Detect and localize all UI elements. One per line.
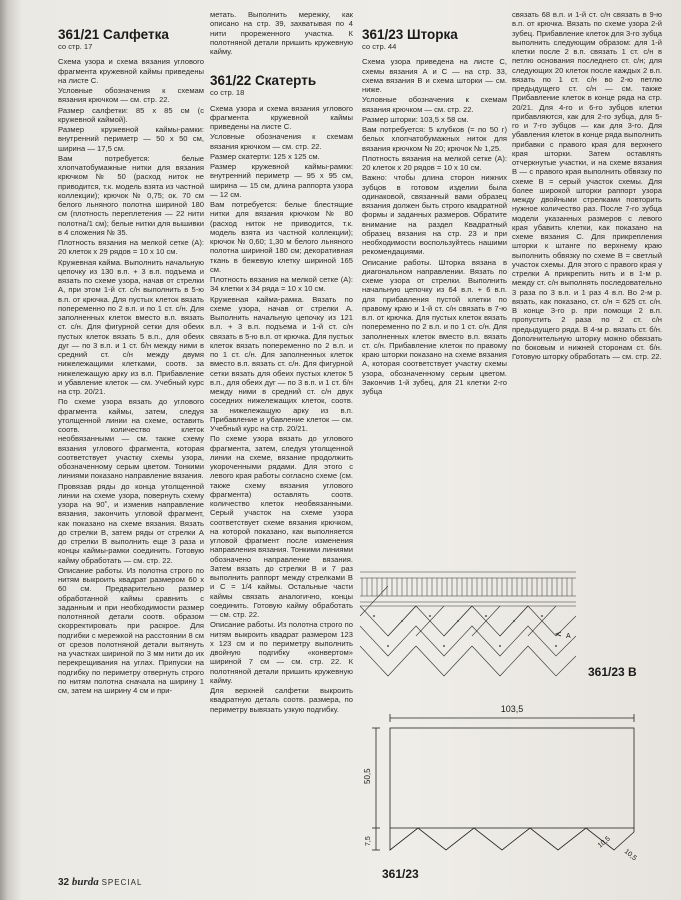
- dimension-tooth-height: 7,5: [365, 836, 372, 846]
- paragraph: Вам потребуется: белые хлопчатобумажные нитки для вязания крючком № 50 (расход ниток не приводится, т.к. модель взята из частной коллекции); крючок № 0,75; ок. 70 см белого льняного полотна шириной 180 см (плотность переплетения — 22 нити полотна/1 см); белые нитки для вышивки в 4 сложения № 35.: [58, 153, 204, 237]
- paragraph: Размер салфетки: 85 х 85 см (с кружевной каймой).: [58, 105, 204, 124]
- paragraph: Для верхней салфетки выкроить квадратную деталь соотв. размера, по периметру вывязать узкую подгибку.: [210, 686, 353, 714]
- edition-label: SPECIAL: [101, 878, 143, 887]
- curtain-schematic: [362, 700, 662, 890]
- paragraph: Плотность вязания на мелкой сетке (А): 20 клеток х 29 рядов = 10 х 10 см.: [58, 238, 204, 257]
- page-reference: со стр. 44: [362, 42, 397, 51]
- paragraph: связать 68 в.п. и 1-й ст. с/н связать в 9-ю в.п. от крючка. Вязать по схеме узора 2-й зубец. Прибавление клеток для 3-го зубца выполнить следующим образом: для 1-й клетки после 2 в.п. связать 1 ст. с/н в петлю основания последнего ст. с/н; для следующих 20 клеток после каждых 2 в.п. вязать по 1 ст. с/н во 2-ю петлю предыдущего ст. с/н — см. также Прибавление клеток в конце ряда на стр. 20/21. Для 4-го и 6-го зубцов клетки прибавляются, как для 2-го зубца, для 5-го и 7-го зубцов — как для 3-го. Для убавления клеток в конце ряда выполнить прибавки с правого края для верхнего края шторки. Затем оставлять отчеркнутые участки, и на схеме вязания В — с правого края выполнить обвязку по схеме В = серый участок схемы. Для более широкой шторки раппорт узора между двойными стрелками повторить нужное количество раз. После 7-го зубца модели указанных размеров с левого края убавить клетки, как показано на схеме вязания С. Для прикрепления шторки к штанге по верхнему краю выполнить обвязку по схеме В = светлый участок схемы. Для этого с правого края у стрелки А прикрепить нить и в 1-м р. между ст. с/н выполнять последовательно 3 раза по 3 в.п. и 1 раз 4 в.п. Во 2-м р. вязать, как показано, ст. с/н = 625 ст. с/н. В конце 3-го р. при помощи 2 в.п. пропустить 2 раза по 2 ст. с/н предыдущего ряда. В 4-м р. вязать ст. б/н. Дополнительную шторку можно обвязать по боковым и нижней сторонам ст. б/н. Готовую шторку обработать — см. стр. 22.: [512, 10, 662, 362]
- paragraph: Провязав ряды до конца утолщенной линии на схеме узора, повернуть схему узора на 90˚, и изменив направление вязания, закончить угловой фрагмент, как показано на схеме вязания. Вязать до стрелки В, затем ряды от стрелки А до стрелки В выполнить еще 3 раза и концы каймы-рамки соединить. Готовую кайму обработать — см. стр. 22.: [58, 481, 204, 565]
- paragraph: Описание работы. Из полотна строго по нитям выкроить квадрат размером 60 х 60 см. Предварительно размер обработанной каймы сравнить с заданным и при необходимости размер полотняной детали соотв. образом скорректировать при раскрое. Для подгибки с мережкой на расстоянии 8 см от срезов полотняной детали вытянуть на участках шириной по 3 мм нити до их перекрещивания на углах. Припуски на подгибку по периметру отвернуть строго по нитям полотна сначала на ширину 1 см, затем на ширину 4 см и при-: [58, 565, 204, 695]
- paragraph: метать. Выполнить мережку, как описано на стр. 39, захватывая по 4 нити прореженного участка. К полотняной детали пришить кружевную кайму.: [210, 10, 353, 56]
- paragraph: Условные обозначения к схемам вязания крючком — см. стр. 22.: [362, 95, 507, 114]
- paragraph: Важно: чтобы длина сторон нижних зубцов в готовом изделии была одинаковой, связанный вами образец вязания должен быть строго квадратной формы и заданных размеров. Обратите внимание на раздел Квадратный образец вязания на стр. 23 и при необходимости воспользуйтесь нашими рекомендациями.: [362, 173, 507, 257]
- column-2: [210, 10, 353, 715]
- dimension-width: 103,5: [500, 704, 524, 714]
- paragraph: Схема узора и схема вязания углового фрагмента кружевной каймы приведены на листе С.: [58, 57, 204, 85]
- paragraph: Размер кружевной каймы-рамки: внутренний периметр — 50 х 50 см, ширина — 17,5 см.: [58, 125, 204, 153]
- dimension-tooth-side: 10,5: [622, 848, 638, 863]
- column-1: [58, 10, 204, 696]
- heading-curtain: 361/23 Шторка: [362, 27, 458, 42]
- paragraph: Вам потребуется: белые блестящие нитки для вязания крючком № 80 (расход ниток не приводится, т.к. модель взята из частной коллекции); крючок № 0,60; 1,30 м белого льняного полотна шириной 180 см; декоративная ткань в бежевую клетку шириной 165 см.: [210, 200, 353, 274]
- heading-napkin: 361/21 Салфетка: [58, 27, 169, 42]
- column-4: [512, 10, 662, 363]
- paragraph: Плотность вязания на мелкой сетке (А): 20 клеток х 20 рядов = 10 х 10 см.: [362, 153, 507, 172]
- page-number: 32: [58, 877, 70, 888]
- arrow-a-label: A: [566, 633, 571, 640]
- paragraph: Размер шторки: 103,5 х 58 см.: [362, 114, 469, 124]
- paragraph: Плотность вязания на мелкой сетке (А): 34 клетки х 34 ряда = 10 х 10 см.: [210, 275, 353, 294]
- column-3: [362, 10, 507, 397]
- page-footer: [58, 876, 142, 888]
- paragraph: Условные обозначения к схемам вязания крючком — см. стр. 22.: [58, 86, 204, 105]
- paragraph: Описание работы. Шторка вязана в диагональном направлении. Вязать по схеме узора от стрелки. Выполнить начальную цепочку из 64 в.п. + 6 в.п. для прибавления пустой клетки по правому краю и 1-й ст. с/н связать в 7-ю в.п. от крючка. Для пустых клеток вязать попеременно по 2 в.п. и по 1 ст. с/н. Для заполненных клеток вместо в.п. вязать ст. с/н. Прибавление клеток по правому краю шторки показано на схеме вязания А, которая соответствует участку схемы узора, обозначенному серым цветом. Закончив 1-й зубец, для 21 клетки 2-го зубца: [362, 257, 507, 396]
- page-reference: со стр. 17: [58, 42, 93, 51]
- paragraph: Схема узора приведена на листе С, схемы вязания А и С — на стр. 33, схема вязания В и схема шторки — см. ниже.: [362, 57, 507, 94]
- dimension-tooth-side: 10,5: [596, 835, 612, 850]
- diagram-label: 361/23 B: [588, 665, 637, 679]
- paragraph: По схеме узора вязать до углового фрагмента, затем, следуя утолщенной линии на схеме, вязание продолжить укороченными рядами. Для этого с левого края работы согласно схеме (см. также схему вязания углового фрагмента) оставлять соотв. количество клеток необвязанными. Серый участок на схеме узора соответствует схеме вязания крючком, на которой показано, как выполняется угловой фрагмент после изменения направления вязания. Тонкими линиями обозначено направление вязания. Затем вязать до стрелки В и 7 раз выполнить раппорт между стрелками В и С = 1/4 каймы. Остальные части каймы связать аналогично, концы соединить. Готовую кайму обработать — см. стр. 22.: [210, 434, 353, 619]
- paragraph: По схеме узора вязать до углового фрагмента каймы, затем, следуя утолщенной линии на схеме, оставить соотв. количество клеток необвязанными — см. также схему вязания углового фрагмента, которая соответствует участку схемы узора, обозначенному серым цветом. Тонкими линиями показано направление вязания.: [58, 397, 204, 481]
- paragraph: Размер скатерти: 125 х 125 см.: [210, 151, 320, 161]
- schematic-label: 361/23: [382, 867, 419, 881]
- dimension-height: 50,5: [363, 768, 372, 784]
- paragraph: Кружевная кайма. Выполнить начальную цепочку из 130 в.п. + 3 в.п. подъема и вязать по схеме узора, начав от стрелки А, при этом 1-й ст. с/н выполнить в 5-ю в.п. от крючка. Для пустых клеток вязать попеременно по 2 в.п. и по 1 ст. с/н. Для заполненных клеток вместо в.п. вязать ст. с/н. Для фигурной сетки для обеих пустых клеток вязать 5 в.п., для обеих дуг — по 3 в.п. и 1 ст. б/н между ними в средний ст. с/н между двумя нижележащими клетками, соотв. за нижележащую арку из в.п. Прибавление и убавление клеток — см. Учебный курс на стр. 20/21.: [58, 257, 204, 396]
- paragraph: Условные обозначения к схемам вязания крючком — см. стр. 22.: [210, 132, 353, 151]
- paragraph: Размер кружевной каймы-рамки: внутренний периметр — 95 х 95 см, ширина — 15 см, длина раппорта узора — 12 см.: [210, 162, 353, 199]
- heading-tablecloth: 361/22 Скатерть: [210, 73, 317, 89]
- paragraph: Вам потребуется: 5 клубков (= по 50 г) белых хлопчатобумажных ниток для вязания крючком № 20; крючок № 1,25.: [362, 125, 507, 153]
- paragraph: Схема узора и схема вязания углового фрагмента кружевной каймы приведены на листе С.: [210, 103, 353, 131]
- crochet-diagram-b: [358, 566, 578, 686]
- brand-logo: burda: [71, 876, 99, 888]
- page-reference: со стр. 18: [210, 88, 245, 98]
- paragraph: Кружевная кайма-рамка. Вязать по схеме узора, начав от стрелки А. Выполнить начальную цепочку из 121 в.п. + 3 в.п. подъема и 1-й ст. с/н связать в 5-ю в.п. от крючка. Для пустых клеток вязать попеременно по 2 в.п. и по 1 ст. с/н. Для заполненных клеток вместо в.п. вязать ст. с/н. Для фигурной сетки вязать для обеих пустых клеток 5 в.п., для обеих дуг — по 3 в.п. и 1 ст. б/н между ними в средний ст. с/н двух соседних нижележащих клеток, соотв. за нижележащую арку из в.п. Прибавление и убавление клеток — см. Учебный курс на стр. 20/21.: [210, 294, 353, 433]
- paragraph: Описание работы. Из полотна строго по нитям выкроить квадрат размером 123 х 123 см и по периметру выполнить двойную подгибку «конвертом» шириной 7 см — см. стр. 22. К полотняной детали пришить кружевную кайму.: [210, 620, 353, 685]
